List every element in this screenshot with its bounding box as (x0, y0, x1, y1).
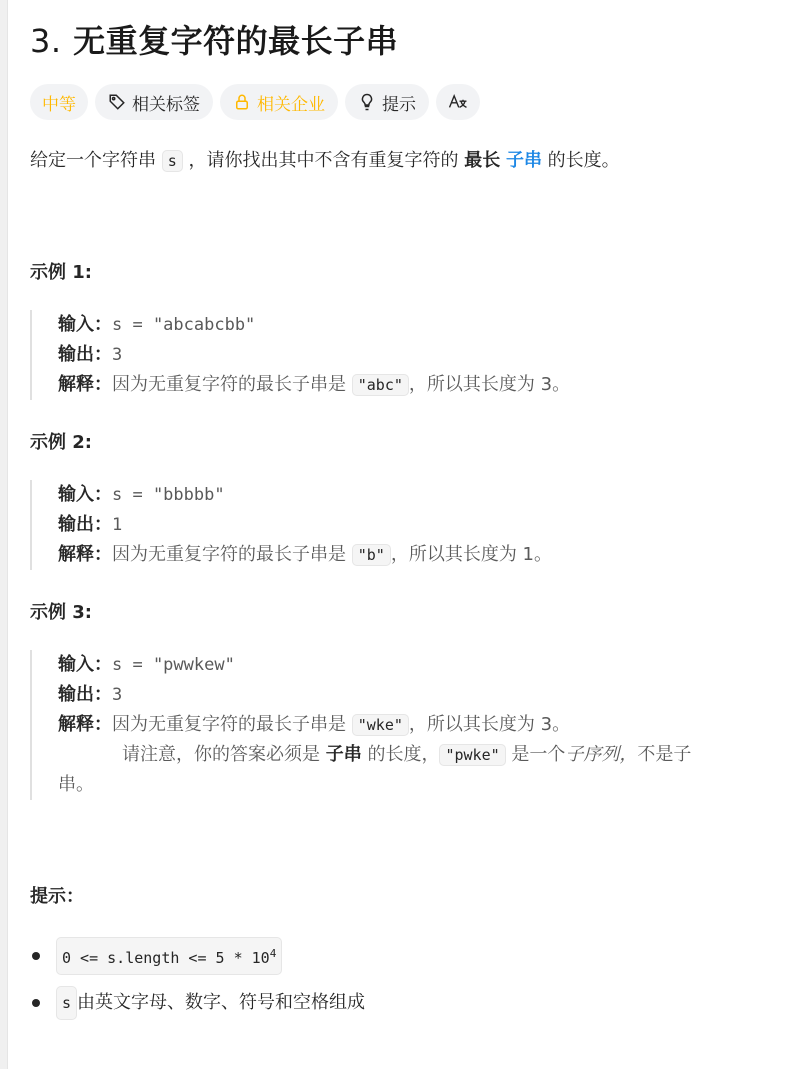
related-topics-label: 相关标签 (132, 94, 200, 115)
example-1-code: "abc" (352, 374, 409, 396)
output-label: 输出： (58, 684, 112, 705)
constraint-code-text: 0 <= s.length <= 5 * 10 (62, 949, 270, 967)
hint-button[interactable] (345, 84, 429, 120)
explanation-label: 解释： (58, 374, 112, 395)
left-panel-border (0, 0, 8, 1069)
translate-button[interactable] (436, 84, 480, 120)
example-2-output: 1 (112, 515, 123, 535)
related-topics-button[interactable] (95, 84, 213, 120)
example-2-code: "b" (352, 544, 391, 566)
example-2-explanation-end: ，所以其长度为 1。 (390, 544, 553, 565)
problem-title (30, 16, 398, 62)
statement-text: 给定一个字符串 (30, 150, 162, 171)
input-label: 输入： (58, 314, 112, 335)
statement-text: ，请你找出其中不含有重复字符的 (182, 150, 465, 171)
problem-statement (30, 146, 620, 176)
note-code: "pwke" (439, 744, 505, 766)
output-label: 输出： (58, 514, 112, 535)
example-1-output: 3 (112, 345, 123, 365)
inline-code-s: s (162, 150, 183, 172)
substring-link[interactable]: 子串 (505, 150, 542, 171)
note-text: 不是子串。 (58, 744, 692, 795)
example-2-box (30, 480, 737, 570)
note-text: 是一个 (505, 744, 566, 765)
input-label: 输入： (58, 484, 112, 505)
constraint-code: s (56, 986, 77, 1020)
hint-label: 提示 (382, 94, 416, 115)
constraint-item (30, 986, 365, 1020)
related-companies-button[interactable] (220, 84, 338, 120)
related-companies-label: 相关企业 (257, 94, 325, 115)
example-1-input: s = "abcabcbb" (112, 315, 256, 335)
translate-icon (448, 93, 468, 111)
constraints-title: 提示： (30, 886, 84, 907)
example-1-explanation-end: ，所以其长度为 3。 (408, 374, 571, 395)
example-2-input: s = "bbbbb" (112, 485, 225, 505)
lock-icon (233, 93, 251, 111)
example-1-explanation: 因为无重复字符的最长子串是 (112, 374, 352, 395)
note-text: 请注意，你的答案必须是 (122, 744, 326, 765)
input-label: 输入： (58, 654, 112, 675)
statement-bold: 最长 (464, 150, 501, 171)
example-3-box (30, 650, 737, 800)
note-italic: 子序列， (565, 744, 638, 765)
constraint-item (30, 937, 282, 975)
example-1-box (30, 310, 737, 400)
tag-bar (30, 84, 480, 120)
difficulty-badge (30, 84, 88, 120)
problem-number: 3. (30, 22, 62, 60)
example-2-explanation: 因为无重复字符的最长子串是 (112, 544, 352, 565)
constraint-text: 由英文字母、数字、符号和空格组成 (77, 992, 366, 1013)
statement-text: 的长度。 (541, 150, 620, 171)
explanation-label: 解释： (58, 544, 112, 565)
output-label: 输出： (58, 344, 112, 365)
constraint-exponent: 4 (269, 947, 277, 960)
example-3-code: "wke" (352, 714, 409, 736)
example-2-title: 示例 2: (30, 432, 92, 453)
difficulty-label: 中等 (42, 94, 76, 115)
bullet-icon (32, 999, 40, 1007)
example-1-title: 示例 1: (30, 262, 92, 283)
lightbulb-icon (358, 93, 376, 111)
constraint-code (56, 937, 282, 975)
note-bold: 子串 (325, 744, 362, 765)
example-3-output: 3 (112, 685, 123, 705)
tag-icon (108, 93, 126, 111)
example-3-explanation: 因为无重复字符的最长子串是 (112, 714, 352, 735)
bullet-icon (32, 952, 40, 960)
explanation-label: 解释： (58, 714, 112, 735)
example-3-explanation-end: ，所以其长度为 3。 (408, 714, 571, 735)
example-3-input: s = "pwwkew" (112, 655, 235, 675)
example-3-title: 示例 3: (30, 602, 92, 623)
note-text: 的长度， (361, 744, 440, 765)
example-3-note (58, 740, 737, 800)
problem-title-text: 无重复字符的最长子串 (73, 22, 399, 60)
